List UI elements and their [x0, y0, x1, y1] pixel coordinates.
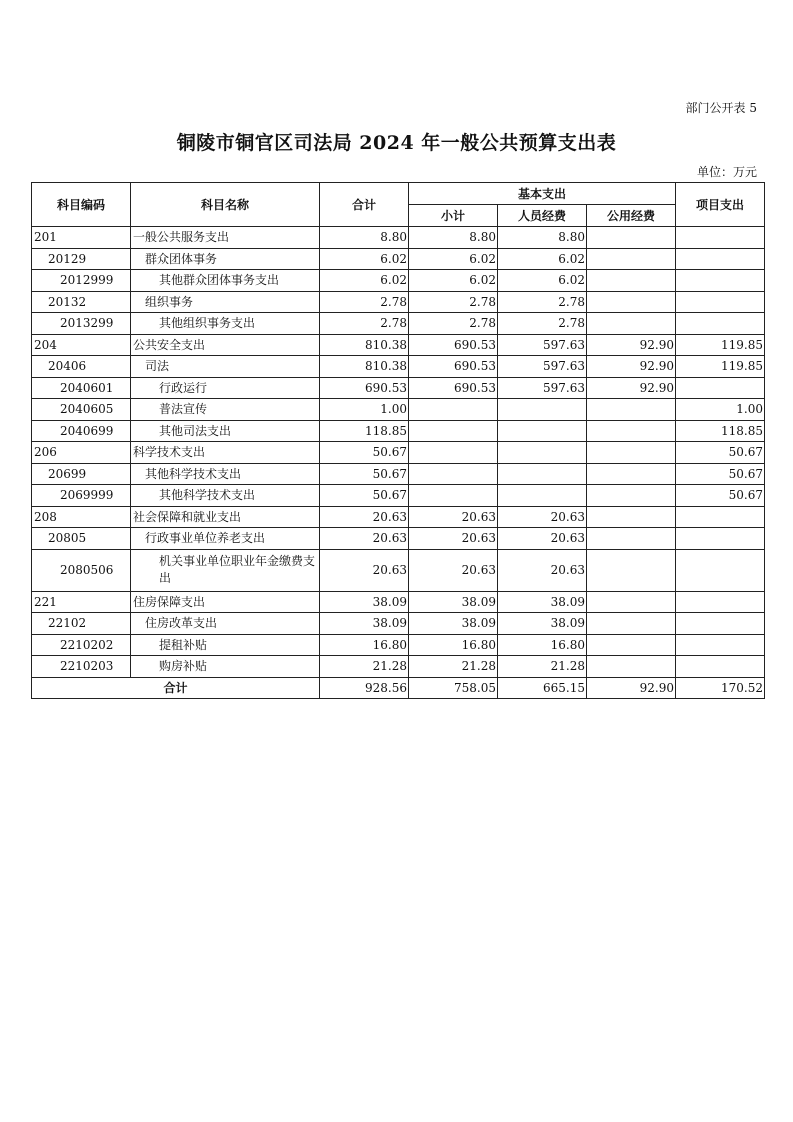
header-project: 项目支出 — [676, 183, 765, 227]
row-project: 119.85 — [676, 356, 765, 378]
row-public — [587, 270, 676, 292]
row-name: 购房补贴 — [131, 656, 320, 678]
header-code: 科目编码 — [32, 183, 131, 227]
row-public — [587, 634, 676, 656]
table-row — [32, 528, 765, 550]
row-subtotal: 690.53 — [409, 334, 498, 356]
header-name: 科目名称 — [131, 183, 320, 227]
row-project — [676, 634, 765, 656]
row-public — [587, 528, 676, 550]
row-public — [587, 613, 676, 635]
row-personnel — [498, 420, 587, 442]
row-code: 2080506 — [32, 549, 131, 591]
row-code: 2069999 — [32, 485, 131, 507]
row-total: 1.00 — [320, 399, 409, 421]
row-personnel: 21.28 — [498, 656, 587, 678]
row-project: 50.67 — [676, 463, 765, 485]
row-project — [676, 291, 765, 313]
row-public: 92.90 — [587, 334, 676, 356]
row-code: 20805 — [32, 528, 131, 550]
row-subtotal: 8.80 — [409, 227, 498, 249]
row-code: 2040699 — [32, 420, 131, 442]
row-name: 住房改革支出 — [131, 613, 320, 635]
row-subtotal: 16.80 — [409, 634, 498, 656]
table-row — [32, 291, 765, 313]
row-project — [676, 549, 765, 591]
row-project: 1.00 — [676, 399, 765, 421]
table-row — [32, 656, 765, 678]
row-total: 810.38 — [320, 356, 409, 378]
row-public — [587, 506, 676, 528]
row-name: 行政事业单位养老支出 — [131, 528, 320, 550]
header-subtotal: 小计 — [409, 205, 498, 227]
row-total: 690.53 — [320, 377, 409, 399]
row-public — [587, 227, 676, 249]
row-name: 公共安全支出 — [131, 334, 320, 356]
total-personnel: 665.15 — [498, 677, 587, 699]
row-name: 其他组织事务支出 — [131, 313, 320, 335]
row-name: 科学技术支出 — [131, 442, 320, 464]
row-public — [587, 549, 676, 591]
row-total: 118.85 — [320, 420, 409, 442]
budget-table — [31, 182, 765, 699]
row-code: 22102 — [32, 613, 131, 635]
row-personnel — [498, 399, 587, 421]
row-subtotal — [409, 442, 498, 464]
header-personnel: 人员经费 — [498, 205, 587, 227]
row-public — [587, 399, 676, 421]
table-row — [32, 356, 765, 378]
table-row — [32, 420, 765, 442]
table-row — [32, 634, 765, 656]
row-total: 50.67 — [320, 442, 409, 464]
row-name: 一般公共服务支出 — [131, 227, 320, 249]
table-row — [32, 313, 765, 335]
row-public — [587, 656, 676, 678]
table-body — [32, 227, 765, 678]
row-total: 20.63 — [320, 549, 409, 591]
table-row — [32, 613, 765, 635]
row-total: 21.28 — [320, 656, 409, 678]
table-row — [32, 334, 765, 356]
row-personnel: 6.02 — [498, 248, 587, 270]
row-code: 20129 — [32, 248, 131, 270]
row-personnel: 38.09 — [498, 613, 587, 635]
row-project — [676, 248, 765, 270]
row-personnel: 6.02 — [498, 270, 587, 292]
page-title: 铜陵市铜官区司法局 2024 年一般公共预算支出表 — [176, 132, 617, 154]
table-row — [32, 270, 765, 292]
total-subtotal: 758.05 — [409, 677, 498, 699]
row-total: 16.80 — [320, 634, 409, 656]
row-project — [676, 270, 765, 292]
row-total: 20.63 — [320, 528, 409, 550]
row-name: 社会保障和就业支出 — [131, 506, 320, 528]
row-code: 2210203 — [32, 656, 131, 678]
header-public: 公用经费 — [587, 205, 676, 227]
row-subtotal: 6.02 — [409, 270, 498, 292]
row-public — [587, 485, 676, 507]
total-project: 170.52 — [676, 677, 765, 699]
row-name: 提租补贴 — [131, 634, 320, 656]
row-personnel: 2.78 — [498, 313, 587, 335]
row-personnel: 38.09 — [498, 591, 587, 613]
row-name: 其他科学技术支出 — [131, 463, 320, 485]
row-code: 208 — [32, 506, 131, 528]
row-code: 2012999 — [32, 270, 131, 292]
total-total: 928.56 — [320, 677, 409, 699]
row-project — [676, 613, 765, 635]
row-subtotal — [409, 420, 498, 442]
row-subtotal — [409, 399, 498, 421]
row-personnel: 20.63 — [498, 549, 587, 591]
row-name: 其他司法支出 — [131, 420, 320, 442]
row-code: 201 — [32, 227, 131, 249]
row-total: 6.02 — [320, 270, 409, 292]
row-project — [676, 506, 765, 528]
table-row — [32, 227, 765, 249]
row-total: 38.09 — [320, 591, 409, 613]
row-personnel — [498, 485, 587, 507]
row-name: 普法宣传 — [131, 399, 320, 421]
row-project — [676, 313, 765, 335]
row-public — [587, 313, 676, 335]
row-code: 20699 — [32, 463, 131, 485]
row-subtotal: 20.63 — [409, 528, 498, 550]
row-subtotal — [409, 463, 498, 485]
table-row — [32, 399, 765, 421]
table-row — [32, 549, 765, 591]
table-row — [32, 442, 765, 464]
row-total: 8.80 — [320, 227, 409, 249]
row-personnel: 20.63 — [498, 528, 587, 550]
row-project — [676, 377, 765, 399]
row-code: 206 — [32, 442, 131, 464]
row-project — [676, 227, 765, 249]
row-public — [587, 291, 676, 313]
row-project: 50.67 — [676, 442, 765, 464]
row-personnel: 8.80 — [498, 227, 587, 249]
row-total: 38.09 — [320, 613, 409, 635]
row-public — [587, 591, 676, 613]
row-total: 2.78 — [320, 313, 409, 335]
header-total: 合计 — [320, 183, 409, 227]
row-name: 住房保障支出 — [131, 591, 320, 613]
row-personnel: 597.63 — [498, 334, 587, 356]
row-subtotal: 690.53 — [409, 356, 498, 378]
row-public: 92.90 — [587, 377, 676, 399]
table-row — [32, 463, 765, 485]
row-project — [676, 528, 765, 550]
row-code: 204 — [32, 334, 131, 356]
row-project — [676, 656, 765, 678]
table-row — [32, 377, 765, 399]
row-subtotal: 20.63 — [409, 506, 498, 528]
row-subtotal: 38.09 — [409, 613, 498, 635]
page-label: 部门公开表 5 — [685, 101, 757, 115]
row-name: 组织事务 — [131, 291, 320, 313]
header-basic: 基本支出 — [409, 183, 676, 205]
table-row — [32, 248, 765, 270]
row-name: 行政运行 — [131, 377, 320, 399]
table-header — [32, 183, 765, 227]
row-subtotal: 21.28 — [409, 656, 498, 678]
row-project: 118.85 — [676, 420, 765, 442]
row-code: 221 — [32, 591, 131, 613]
row-subtotal: 2.78 — [409, 291, 498, 313]
row-project: 119.85 — [676, 334, 765, 356]
row-personnel: 2.78 — [498, 291, 587, 313]
row-code: 2013299 — [32, 313, 131, 335]
row-personnel: 16.80 — [498, 634, 587, 656]
row-personnel: 597.63 — [498, 377, 587, 399]
table-row — [32, 591, 765, 613]
row-personnel — [498, 442, 587, 464]
row-public — [587, 463, 676, 485]
row-public — [587, 420, 676, 442]
row-name: 机关事业单位职业年金缴费支出 — [131, 549, 320, 591]
row-name: 其他群众团体事务支出 — [131, 270, 320, 292]
row-code: 2040601 — [32, 377, 131, 399]
row-subtotal — [409, 485, 498, 507]
row-subtotal: 38.09 — [409, 591, 498, 613]
row-total: 50.67 — [320, 485, 409, 507]
row-total: 20.63 — [320, 506, 409, 528]
row-public: 92.90 — [587, 356, 676, 378]
row-total: 810.38 — [320, 334, 409, 356]
total-public: 92.90 — [587, 677, 676, 699]
row-name: 群众团体事务 — [131, 248, 320, 270]
row-code: 2210202 — [32, 634, 131, 656]
total-row — [32, 677, 765, 699]
row-code: 2040605 — [32, 399, 131, 421]
row-personnel: 20.63 — [498, 506, 587, 528]
row-personnel: 597.63 — [498, 356, 587, 378]
row-public — [587, 442, 676, 464]
row-total: 2.78 — [320, 291, 409, 313]
row-public — [587, 248, 676, 270]
row-personnel — [498, 463, 587, 485]
row-subtotal: 6.02 — [409, 248, 498, 270]
row-code: 20132 — [32, 291, 131, 313]
row-code: 20406 — [32, 356, 131, 378]
row-project: 50.67 — [676, 485, 765, 507]
table-row — [32, 485, 765, 507]
row-name: 司法 — [131, 356, 320, 378]
row-subtotal: 690.53 — [409, 377, 498, 399]
total-label: 合计 — [32, 677, 320, 699]
table-row — [32, 506, 765, 528]
row-total: 50.67 — [320, 463, 409, 485]
unit-label: 单位：万元 — [696, 165, 757, 179]
row-total: 6.02 — [320, 248, 409, 270]
row-subtotal: 2.78 — [409, 313, 498, 335]
row-subtotal: 20.63 — [409, 549, 498, 591]
row-project — [676, 591, 765, 613]
row-name: 其他科学技术支出 — [131, 485, 320, 507]
